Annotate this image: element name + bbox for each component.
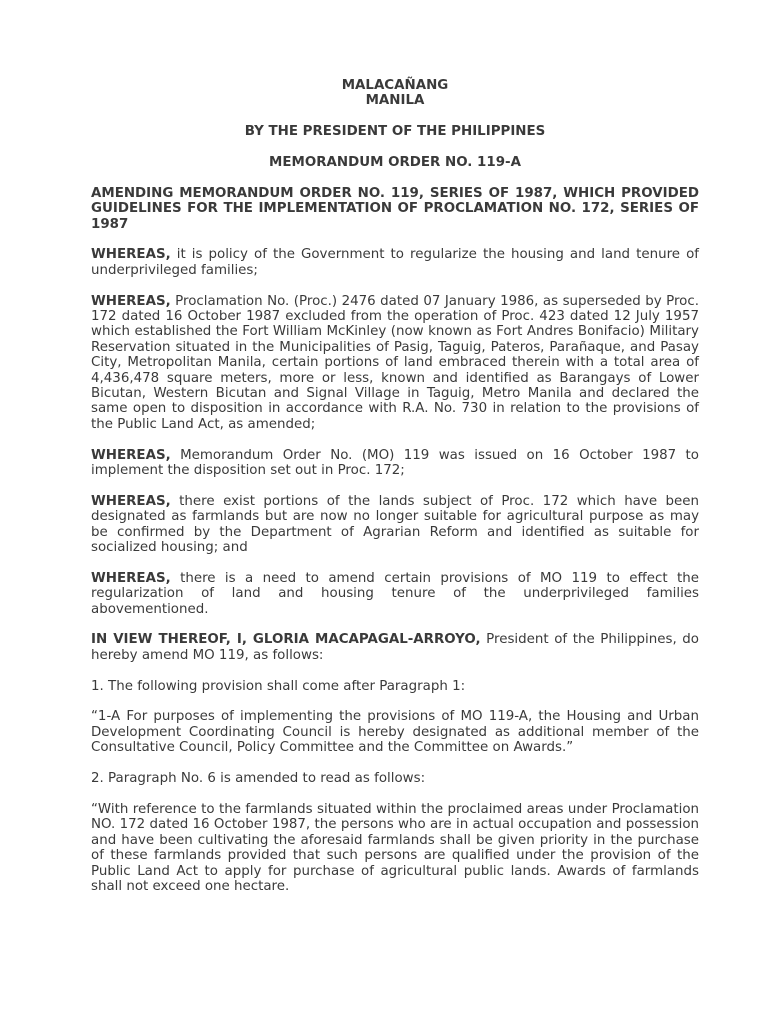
document-header [91, 78, 699, 109]
paragraph-lead: WHEREAS, [91, 493, 171, 509]
paragraph-text: “With reference to the farmlands situated within the proclaimed areas under Proclamation NO. 172 dated 16 October 1987, the persons who are in actual occupation and possession and have been cultivating the aforesaid farmlands shall be given priority in the purchase of these farmlands provided that such persons are qualified under the provision of the Public Land Act to apply for purchase of agricultural public lands. Awards of farmlands shall not exceed one hectare. [91, 801, 699, 894]
paragraph [91, 494, 699, 556]
order-title: AMENDING MEMORANDUM ORDER NO. 119, SERIES OF 1987, WHICH PROVIDED GUIDELINES FOR THE IMPLEMENTATION OF PROCLAMATION NO. 172, SERIES OF 1987 [91, 185, 699, 232]
paragraph-lead: WHEREAS, [91, 247, 171, 263]
document-page [91, 78, 699, 894]
header-office: MALACAÑANG [341, 78, 449, 93]
paragraph [91, 679, 699, 694]
paragraph [91, 709, 699, 755]
paragraph-text: President of the Philippines, do hereby amend MO 119, as follows: [91, 632, 699, 663]
paragraph [91, 771, 699, 786]
paragraph-lead: WHEREAS, [91, 570, 171, 586]
paragraph-lead: IN VIEW THEREOF, I, GLORIA MACAPAGAL-ARROYO, [91, 632, 481, 648]
document-body [91, 232, 699, 894]
paragraph [91, 247, 699, 278]
order-number: MEMORANDUM ORDER NO. 119-A [269, 155, 521, 170]
header-authority: BY THE PRESIDENT OF THE PHILIPPINES [244, 124, 546, 140]
paragraph [91, 448, 699, 479]
paragraph-text: 1. The following provision shall come after Paragraph 1: [91, 678, 466, 694]
paragraph [91, 802, 699, 894]
paragraph-text: 2. Paragraph No. 6 is amended to read as follows: [91, 771, 426, 787]
header-city: MANILA [365, 93, 425, 109]
paragraph [91, 294, 699, 433]
paragraph-text: “1-A For purposes of implementing the provisions of MO 119-A, the Housing and Urban Development Coordinating Council is hereby designated as additional member of the Consultative Council, Policy Committee and the Committee on Awards.” [91, 709, 699, 756]
paragraph [91, 571, 699, 617]
paragraph-text: Memorandum Order No. (MO) 119 was issued on 16 October 1987 to implement the disposition set out in Proc. 172; [91, 447, 699, 479]
paragraph-lead: WHEREAS, [91, 447, 171, 463]
paragraph-text: there is a need to amend certain provisions of MO 119 to effect the regularization of land and housing tenure of the underprivileged families abovementioned. [91, 570, 699, 617]
paragraph [91, 632, 699, 663]
paragraph-lead: WHEREAS, [91, 293, 171, 309]
paragraph-text: it is policy of the Government to regularize the housing and land tenure of underprivileged families; [91, 247, 699, 278]
paragraph-text: Proclamation No. (Proc.) 2476 dated 07 January 1986, as superseded by Proc. 172 dated 16 October 1987 excluded from the operation of Proc. 423 dated 12 July 1957 which established the Fort William McKinley (now known as Fort Andres Bonifacio) Military Reservation situated in the Municipalities of Pasig, Taguig, Pateros, Parañaque, and Pasay City, Metropolitan Manila, certain portions of land embraced therein with a total area of 4,436,478 square meters, more or less, known and identified as Barangays of Lower Bicutan, Western Bicutan and Signal Village in Taguig, Metro Manila and declared the same open to disposition in accordance with R.A. No. 730 in relation to the provisions of the Public Land Act, as amended; [91, 293, 699, 432]
paragraph-text: there exist portions of the lands subject of Proc. 172 which have been designated as farmlands but are now no longer suitable for agricultural purpose as may be confirmed by the Department of Agrarian Reform and identified as suitable for socialized housing; and [91, 493, 699, 556]
